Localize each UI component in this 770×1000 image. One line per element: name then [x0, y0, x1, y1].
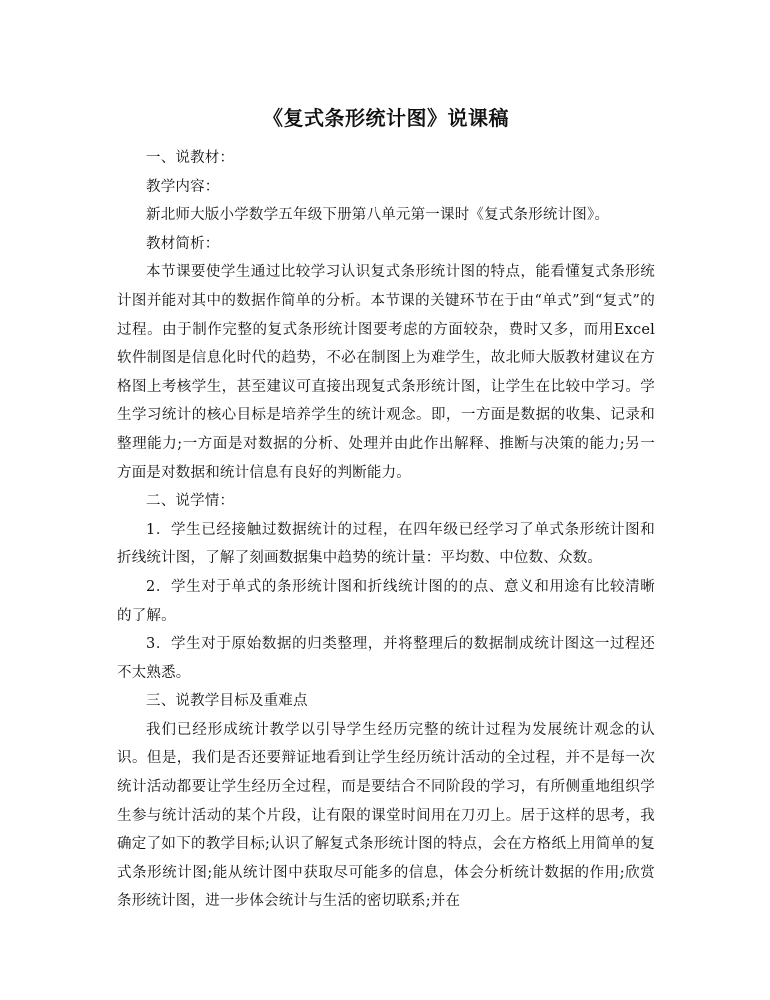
paragraph-content-text: 新北师大版小学数学五年级下册第八单元第一课时《复式条形统计图》。: [146, 207, 610, 224]
paragraph-student-point-2: 2．学生对于单式的条形统计图和折线统计图的的点、意义和用途有比较清晰的了解。: [117, 578, 655, 624]
paragraph-student-point-3: 3．学生对于原始数据的归类整理，并将整理后的数据制成统计图这一过程还不太熟悉。: [117, 636, 655, 681]
section-heading-goals: 三、说教学目标及重难点: [146, 693, 308, 710]
subheading-content: 教学内容：: [146, 178, 220, 195]
paragraph-student-point-1: 1．学生已经接触过数据统计的过程，在四年级已经学习了单式条形统计图和折线统计图，了解了刻画数据集中趋势的统计量：平均数、中位数、众数。: [117, 521, 655, 567]
section-heading-students: 二、说学情：: [146, 493, 235, 510]
subheading-analysis: 教材简析：: [146, 235, 220, 252]
paragraph-goals-text: 我们已经形成统计教学以引导学生经历完整的统计过程为发展统计观念的认识。但是，我们是否还要辩证地看到让学生经历统计活动的全过程，并不是每一次统计活动都要让学生经历全过程，而是要结合不同阶段的学习，有所侧重地组织学生参与统计活动的某个片段，让有限的课堂时间用在刀刃上。居于这样的思考，我确定了如下的教学目标;认识了解复式条形统计图的特点，会在方格纸上用简单的复式条形统计图;能从统计图中获取尽可能多的信息，体会分析统计数据的作用;欣赏条形统计图，进一步体会统计与生活的密切联系;并在: [117, 721, 655, 910]
document-title: 《复式条形统计图》说课稿: [263, 106, 509, 130]
section-heading-textbook: 一、说教材：: [146, 150, 235, 166]
paragraph-analysis-text: 本节课要使学生通过比较学习认识复式条形统计图的特点，能看懂复式条形统计图并能对其中的数据作简单的分析。本节课的关键环节在于由“单式”到“复式”的过程。由于制作完整的复式条形统计图要考虑的方面较杂，费时又多，而用Excel软件制图是信息化时代的趋势，不必在制图上为难学生，故北师大版教材建议在方格图上考核学生，甚至建议可直接出现复式条形统计图，让学生在比较中学习。学生学习统计的核心目标是培养学生的统计观念。即，一方面是数据的收集、记录和整理能力;一方面是对数据的分析、处理并由此作出解释、推断与决策的能力;另一方面是对数据和统计信息有良好的判断能力。: [117, 264, 655, 481]
document-page: [117, 104, 655, 916]
